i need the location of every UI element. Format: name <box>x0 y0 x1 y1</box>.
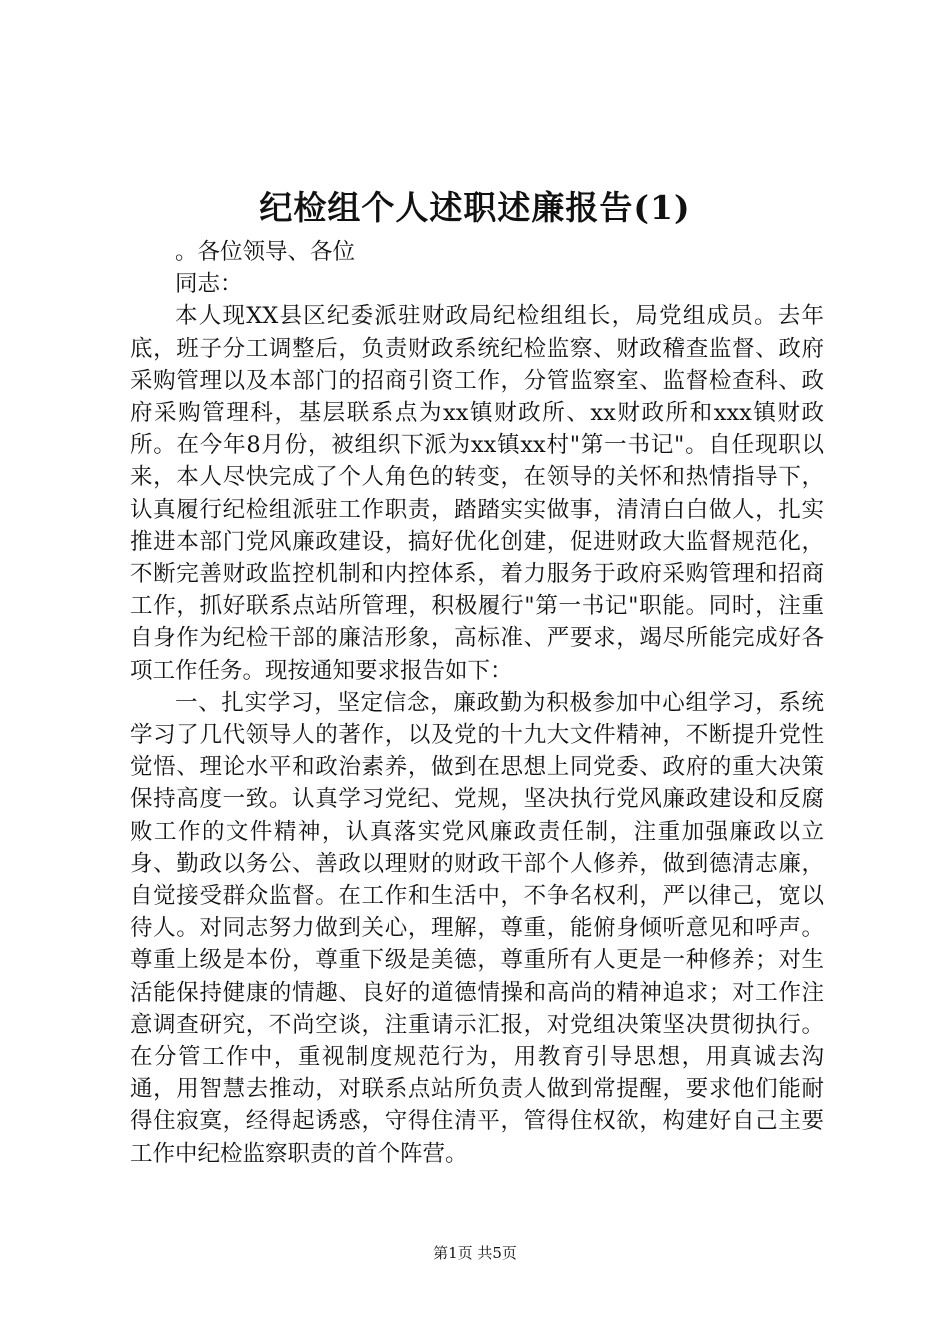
salutation-line-2: 同志： <box>175 271 243 298</box>
document-body <box>130 236 824 1170</box>
paragraph-introduction: 本人现XX县区纪委派驻财政局纪检组组长，局党组成员。去年底，班子分工调整后，负责财政系统纪检监察、财政稽查监督、政府采购管理以及本部门的招商引资工作，分管监察室、监督检查科、政府采购管理科，基层联系点为xx镇财政所、xx财政所和xxx镇财政所。在今年8月份，被组织下派为xx镇xx村"第一书记"。自任现职以来，本人尽快完成了个人角色的转变，在领导的关怀和热情指导下，认真履行纪检组派驻工作职责，踏踏实实做事，清清白白做人，扎实推进本部门党风廉政建设，搞好优化创建，促进财政大监督规范化，不断完善财政监控机制和内控体系，着力服务于政府采购管理和招商工作，抓好联系点站所管理，积极履行"第一书记"职能。同时，注重自身作为纪检干部的廉洁形象，高标准、严要求，竭尽所能完成好各项工作任务。现按通知要求报告如下： <box>130 303 824 684</box>
salutation-line-1: 。各位领导、各位 <box>175 239 356 265</box>
page-footer: 第1页 共5页 <box>433 1244 517 1262</box>
paragraph-section-one: 一、扎实学习，坚定信念，廉政勤为积极参加中心组学习，系统学习了几代领导人的著作，以及党的十九大文件精神，不断提升党性觉悟、理论水平和政治素养，做到在思想上同党委、政府的重大决策保持高度一致。认真学习党纪、党规，坚决执行党风廉政建设和反腐败工作的文件精神，认真落实党风廉政责任制，注重加强廉政以立身、勤政以务公、善政以理财的财政干部个人修养，做到德清志廉，自觉接受群众监督。在工作和生活中，不争名权利，严以律己，宽以待人。对同志努力做到关心，理解，尊重，能俯身倾听意见和呼声。尊重上级是本份，尊重下级是美德，尊重所有人更是一种修养；对生活能保持健康的情趣、良好的道德情操和高尚的精神追求；对工作注意调查研究，不尚空谈，注重请示汇报，对党组决策坚决贯彻执行。在分管工作中，重视制度规范行为，用教育引导思想，用真诚去沟通，用智慧去推动，对联系点站所负责人做到常提醒，要求他们能耐得住寂寞，经得起诱惑，守得住清平，管得住权欲，构建好自己主要工作中纪检监察职责的首个阵营。 <box>130 689 824 1167</box>
document-title: 纪检组个人述职述廉报告(1) <box>259 188 691 227</box>
